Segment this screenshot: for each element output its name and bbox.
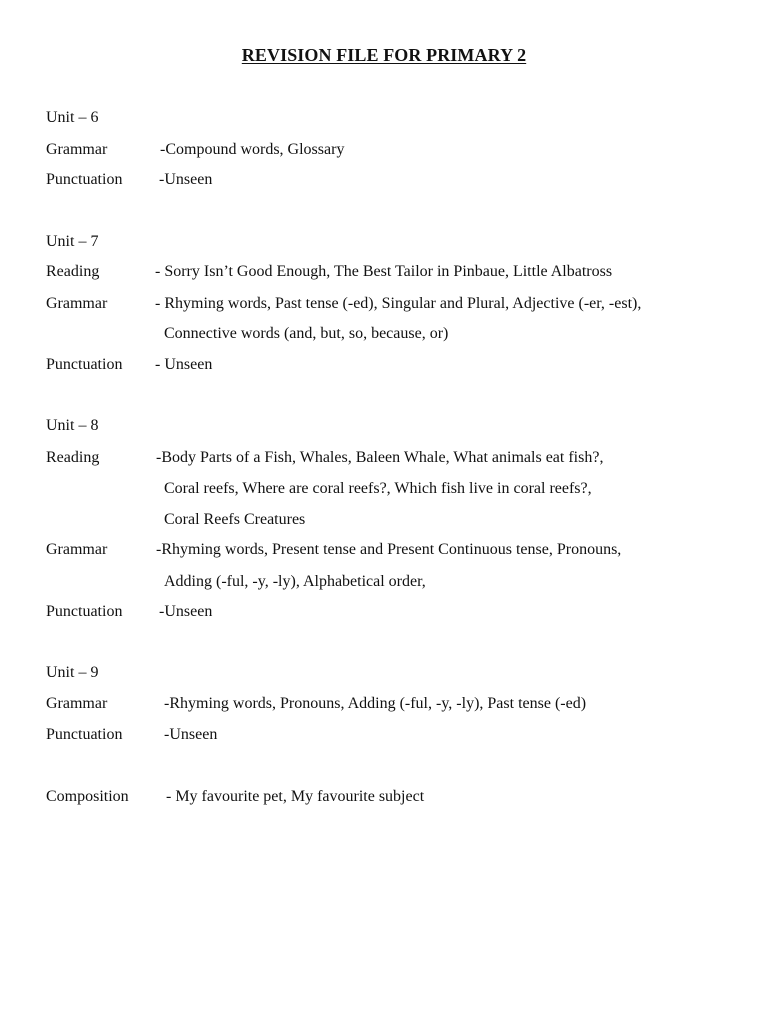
unit-7-punctuation-label: Punctuation xyxy=(46,356,123,373)
unit-7-reading-label: Reading xyxy=(46,263,100,280)
unit-7-grammar-topics-line-2: Connective words (and, but, so, because, or) xyxy=(164,325,449,342)
unit-7-reading-topics: - Sorry Isn’t Good Enough, The Best Tailor in Pinbaue, Little Albatross xyxy=(155,263,613,280)
unit-6-heading: Unit – 6 xyxy=(46,109,99,126)
unit-8-punctuation-label: Punctuation xyxy=(46,603,123,620)
unit-7-grammar-topics-line-1: - Rhyming words, Past tense (-ed), Singular and Plural, Adjective (-er, -est), xyxy=(155,295,642,312)
unit-7-punctuation-topics: - Unseen xyxy=(155,356,213,373)
composition-label: Composition xyxy=(46,788,129,805)
unit-9-punctuation-label: Punctuation xyxy=(46,726,123,743)
unit-8-reading-topics-line-3: Coral Reefs Creatures xyxy=(164,511,306,528)
page-title: REVISION FILE FOR PRIMARY 2 xyxy=(241,45,527,65)
unit-7-heading: Unit – 7 xyxy=(46,233,99,250)
unit-9-heading: Unit – 9 xyxy=(46,664,99,681)
unit-8-reading-topics-line-1: -Body Parts of a Fish, Whales, Baleen Whale, What animals eat fish?, xyxy=(156,449,604,466)
unit-8-punctuation-topics: -Unseen xyxy=(159,603,213,620)
unit-7-grammar-label: Grammar xyxy=(46,295,108,312)
unit-8-grammar-topics-line-1: -Rhyming words, Present tense and Present Continuous tense, Pronouns, xyxy=(156,541,622,558)
unit-6-punctuation-topics: -Unseen xyxy=(159,171,213,188)
unit-6-grammar-label: Grammar xyxy=(46,141,108,158)
unit-6-punctuation-label: Punctuation xyxy=(46,171,123,188)
unit-6-grammar-topics: -Compound words, Glossary xyxy=(160,141,345,158)
unit-8-reading-label: Reading xyxy=(46,449,100,466)
unit-9-grammar-label: Grammar xyxy=(46,695,108,712)
composition-topics: - My favourite pet, My favourite subject xyxy=(166,788,425,805)
unit-8-reading-topics-line-2: Coral reefs, Where are coral reefs?, Which fish live in coral reefs?, xyxy=(164,480,592,497)
unit-8-grammar-label: Grammar xyxy=(46,541,108,558)
unit-9-grammar-topics: -Rhyming words, Pronouns, Adding (-ful, -y, -ly), Past tense (-ed) xyxy=(164,695,587,712)
unit-8-heading: Unit – 8 xyxy=(46,417,99,434)
unit-9-punctuation-topics: -Unseen xyxy=(164,726,218,743)
unit-8-grammar-topics-line-2: Adding (-ful, -y, -ly), Alphabetical order, xyxy=(164,573,426,590)
